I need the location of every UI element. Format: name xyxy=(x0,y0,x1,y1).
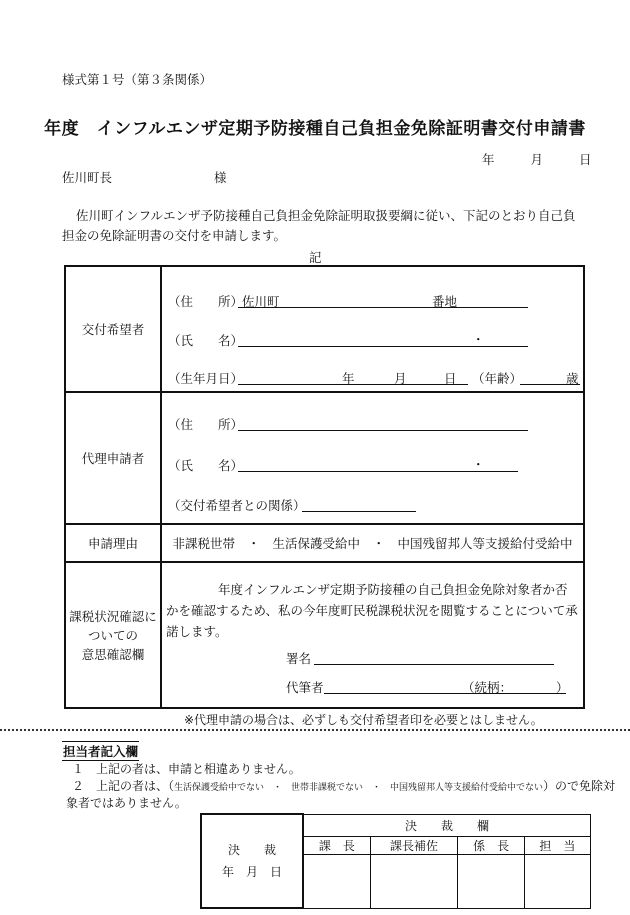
consent-heading-line1: 課税状況確認に xyxy=(69,608,157,624)
date-year: 年 xyxy=(482,152,495,167)
applicant-fields xyxy=(161,266,584,392)
applicant-birth-label: （生年月日） xyxy=(168,371,244,386)
sign-field[interactable] xyxy=(314,650,554,665)
proxy-address-label: （住 所） xyxy=(168,417,244,432)
proxy-writer-field[interactable] xyxy=(324,679,566,694)
consent-heading-line3: 意思確認欄 xyxy=(81,646,145,662)
applicant-birth-day: 日 xyxy=(444,371,457,386)
proxy-heading: 代理申請者 xyxy=(65,392,161,524)
applicant-name-dot: ・ xyxy=(472,332,485,347)
applicant-address-banchi: 番地 xyxy=(432,294,458,309)
proxy-relation-label: （交付希望者との関係） xyxy=(168,498,306,513)
decision-header: 決 裁 欄 xyxy=(303,814,591,836)
proxy-writer-label: 代筆者 xyxy=(286,680,324,695)
applicant-heading: 交付希望者 xyxy=(65,266,161,392)
proxy-name-dot: ・ xyxy=(472,457,485,472)
proxy-fields xyxy=(161,392,584,524)
date-day: 日 xyxy=(578,152,592,167)
staff-line-2-prefix: ２ 上記の者は、（ xyxy=(72,779,175,793)
applicant-name-label: （氏 名） xyxy=(168,333,244,348)
staff-line-2-suffix: ）ので免除対 xyxy=(543,779,616,793)
proxy-note: ※代理申請の場合は、必ずしも交付希望者印を必要とはしません。 xyxy=(184,713,543,727)
decision-role-hosa: 課長補佐 xyxy=(370,836,458,854)
form-reference: 様式第１号（第３条関係） xyxy=(62,72,213,87)
decision-role-kacho: 課 長 xyxy=(303,836,370,854)
proxy-writer-relation-label: （続柄： xyxy=(462,680,513,695)
decision-stamp-kacho[interactable] xyxy=(303,854,370,908)
decision-role-tanto: 担 当 xyxy=(524,836,590,854)
consent-fields xyxy=(161,562,584,708)
decision-stamp-kakaricho[interactable] xyxy=(458,854,524,908)
decision-stamp-hosa[interactable] xyxy=(370,854,458,908)
addressee-name: 佐川町長 xyxy=(62,170,113,185)
proxy-name-label: （氏 名） xyxy=(168,458,244,473)
decision-role-kakaricho: 係 長 xyxy=(458,836,524,854)
applicant-age-label: （年齢） xyxy=(472,371,523,386)
proxy-writer-relation-close: ） xyxy=(556,680,569,695)
applicant-age-unit: 歳 xyxy=(566,371,579,386)
applicant-address-label: （住 所） xyxy=(168,294,244,309)
proxy-relation-field[interactable] xyxy=(302,497,416,512)
applicant-birth-month: 月 xyxy=(394,371,407,386)
staff-section-title: 担当者記入欄 xyxy=(62,741,139,761)
applicant-birth-year: 年 xyxy=(342,371,355,386)
application-table xyxy=(64,265,585,709)
reason-heading: 申請理由 xyxy=(65,524,161,562)
staff-line-2 xyxy=(72,777,615,794)
ki-label: 記 xyxy=(309,250,322,265)
sign-label: 署名 xyxy=(286,651,312,666)
consent-heading-line2: ついての xyxy=(87,627,138,643)
date-line xyxy=(482,150,591,168)
decision-stamp-tanto[interactable] xyxy=(524,854,590,908)
staff-line-1: １ 上記の者は、申請と相違ありません。 xyxy=(72,762,301,776)
consent-text: 年度インフルエンザ定期予防接種の自己負担金免除対象者か否かを確認するため、私の今年度町民税課税状況を閲覧することについて承諾します。 xyxy=(166,582,578,639)
applicant-address-field[interactable] xyxy=(238,293,528,308)
cut-line xyxy=(0,729,630,731)
decision-left-top: 決 裁 xyxy=(227,843,276,857)
consent-heading xyxy=(65,562,161,708)
proxy-address-field[interactable] xyxy=(238,416,528,431)
page-title: 年度 インフルエンザ定期予防接種自己負担金免除証明書交付申請書 xyxy=(44,119,586,139)
decision-table xyxy=(200,813,591,909)
decision-left-cell xyxy=(201,814,303,908)
addressee-honorific: 様 xyxy=(214,170,227,185)
staff-line-3: 象者ではありません。 xyxy=(66,796,187,810)
decision-left-bottom: 年 月 日 xyxy=(221,865,282,879)
staff-line-2-options: 生活保護受給中でない ・ 世帯非課税でない ・ 中国残留邦人等支援給付受給中でない xyxy=(174,783,544,793)
intro-paragraph: 佐川町インフルエンザ予防接種自己負担金免除証明取扱要綱に従い、下記のとおり自己負担金の免除証明書の交付を申請します。 xyxy=(62,208,576,243)
reason-options[interactable]: 非課税世帯 ・ 生活保護受給中 ・ 中国残留邦人等支援給付受給中 xyxy=(161,524,584,562)
applicant-address-town: 佐川町 xyxy=(242,294,280,309)
date-month: 月 xyxy=(530,152,543,167)
